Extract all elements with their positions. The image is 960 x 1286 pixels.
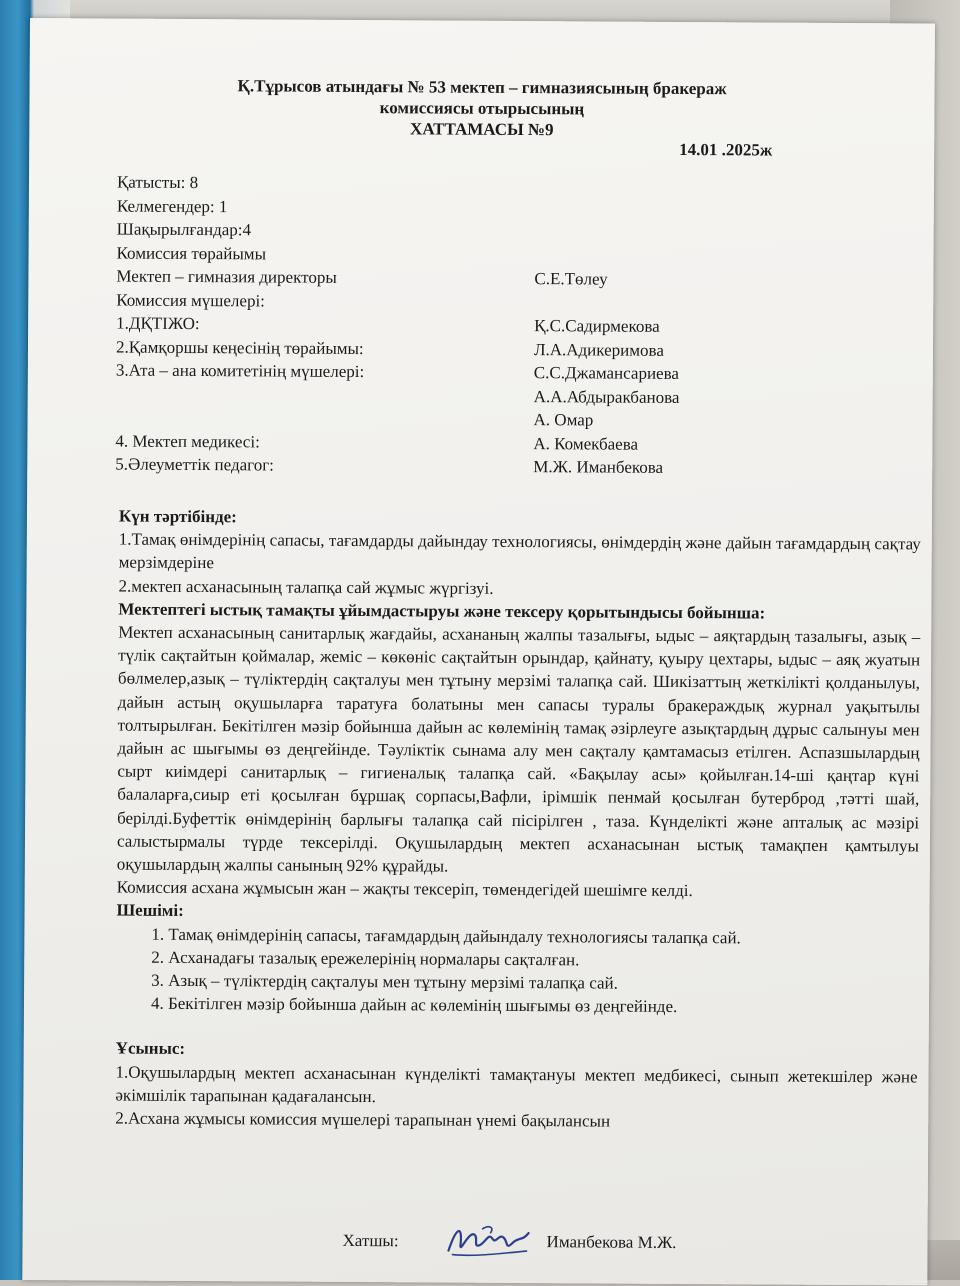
member-name: Л.А.Адикеримова xyxy=(534,338,664,362)
secretary-label: Хатшы: xyxy=(342,1231,398,1251)
header-line-2: комиссиясы отырысының xyxy=(29,95,934,122)
agenda-title: Күн тәртібінде: xyxy=(119,505,921,533)
decision-item: 2. Асханадағы тазалық ережелерінің нормалары сақталған. xyxy=(168,946,918,974)
member-role: 1.ДҚТІЖО: xyxy=(116,312,200,336)
director-label: Мектеп – гимназия директоры xyxy=(116,265,336,290)
member-role: 3.Ата – ана комитетінің мүшелері: xyxy=(116,359,365,384)
decision-item: 4. Бекітілген мәзір бойынша дайын ас көлемінің шығымы өз деңгейінде. xyxy=(168,992,918,1020)
decision-title: Шешімі: xyxy=(116,899,918,927)
document-header xyxy=(29,74,934,143)
document-body xyxy=(115,505,921,1135)
member-role: 5.Әлеуметтік педагог: xyxy=(115,453,274,477)
agenda-item-1: 1.Тамақ өнімдерінің сапасы, тағамдарды дайындау технологиясы, өнімдердің және дайын тағамдардың сақтау мерзімдеріне xyxy=(119,528,921,579)
document-sheet xyxy=(22,18,935,1286)
member-name: М.Ж. Иманбекова xyxy=(533,455,663,479)
proposal-item-2: 2.Асхана жұмысы комиссия мүшелері тарапынан үнемі бақылансын xyxy=(115,1107,917,1135)
proposal-title: Ұсыныс: xyxy=(116,1037,918,1065)
findings-conclusion: Комиссия асхана жұмысын жан – жақты тексеріп, төмендегідей шешімге келді. xyxy=(117,876,919,904)
agenda-item-2: 2.мектеп асханасының талапқа сай жұмыс жүргізуі. xyxy=(118,574,920,602)
findings-text: Мектеп асханасының санитарлық жағдайы, асхананың жалпы тазалығы, ыдыс – аяқтардың тазалығы, азық –түлік сақтайтын қоймалар, жеміс – көкөніс сақтайтын орындар, қайнату, қуыру цехтары, ыдыс – аяқ жуатын бөлмелер,азық – түліктердің сақталуы мен тұтыну мерзімі талапқа сай. Шикізаттың жеткілікті қолданылуы, дайын астың оқушыларға таратуға болатыны мен сапасы туралы бракераждық журнал уақытылы толтырылған. Бекітілген мәзір бойынша дайын ас көлемінің тамақ әзірлеуге азықтардың дұрыс салынуы мен дайын ас шығымы өз деңгейінде. Тәуліктік сынама алу мен сақталу қамтамасыз етілген. Аспазшылардың сырт киімдері санитарлық – гигиеналық талапқа сай. «Бақылау асы» қойылған.14-ші қаңтар күні балаларға,сиыр еті қосылған бұршақ сорпасы,Вафли, ірімшік пенмай қосылған бутерброд ,тәтті шай, берілді.Буфеттік өнімдерінің барлығы талапқа сай пісірілген , таза. Күнделікті және апталық ас мәзірі салыстырмалы түрде тексерілді. Оқушылардың мектеп асханасынан ыстық тамақпен қамтылуы оқушылардың жалпы санының 92% құрайды. xyxy=(117,621,921,881)
attendance-block xyxy=(115,171,117,476)
member-role: 4. Мектеп медикесі: xyxy=(115,429,260,453)
member-name: Қ.С.Садирмекова xyxy=(534,314,660,338)
director-name: С.Е.Төлеу xyxy=(534,267,607,291)
member-name: А. Комекбаева xyxy=(533,432,638,456)
member-name: А. Омар xyxy=(533,408,593,432)
decision-item: 3. Азық – түліктердің сақталуы мен тұтыну мерзімі талапқа сай. xyxy=(168,969,918,997)
findings-title: Мектептегі ыстық тамақты ұйымдастыруы және тексеру қорытындысы бойынша: xyxy=(118,597,920,625)
decision-list xyxy=(116,922,919,1020)
member-name: А.А.Абдыракбанова xyxy=(534,385,680,409)
signature-block xyxy=(342,1220,676,1264)
header-line-1: Қ.Тұрысов атындағы № 53 мектеп – гимназиясының бракераж xyxy=(30,74,935,101)
proposal-item-1: 1.Оқушылардың мектеп асханасынан күнделікті тамақтануы мектеп медбикесі, сынып жетекшілер және әкімшілік тарапынан қадағалансын. xyxy=(115,1060,917,1111)
protocol-title: ХАТТАМАСЫ №9 xyxy=(29,116,934,143)
decision-item: 1. Тамақ өнімдерінің сапасы, тағамдардың дайындалу технологиясы талапқа сай. xyxy=(168,923,918,951)
document-date: 14.01 .2025ж xyxy=(679,140,772,161)
member-role: 2.Қамқоршы кеңесінің төрайымы: xyxy=(116,335,364,360)
secretary-name: Иманбекова М.Ж. xyxy=(547,1232,677,1253)
member-name: С.С.Джамансариева xyxy=(534,361,679,385)
handwritten-signature xyxy=(442,1221,532,1264)
